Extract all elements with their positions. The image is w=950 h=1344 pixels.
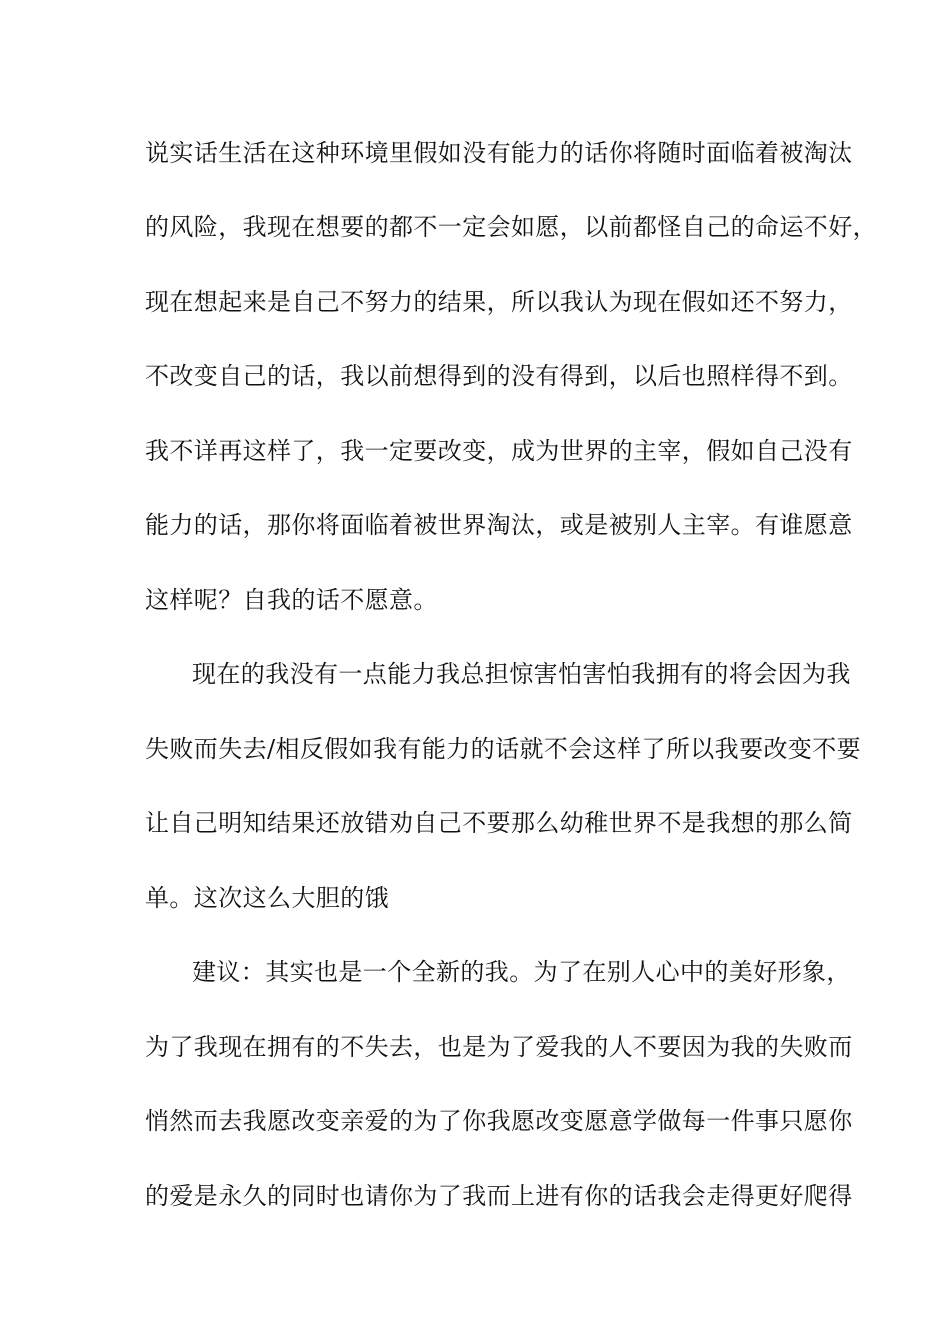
text-line: 不改变自己的话，我以前想得到的没有得到，以后也照样得不到。 (145, 362, 853, 390)
text-line: 单。这次这么大胆的饿 (145, 884, 389, 912)
text-line: 现在想起来是自己不努力的结果，所以我认为现在假如还不努力， (145, 288, 853, 316)
text-line: 的风险，我现在想要的都不一定会如愿，以前都怪自己的命运不好， (145, 213, 877, 241)
text-line: 这样呢？自我的话不愿意。 (145, 586, 438, 614)
paragraph-start-line: 建议：其实也是一个全新的我。为了在别人心中的美好形象， (192, 958, 851, 986)
text-line: 的爱是永久的同时也请你为了我而上进有你的话我会走得更好爬得 (145, 1182, 853, 1210)
text-line: 悄然而去我愿改变亲爱的为了你我愿改变愿意学做每一件事只愿你 (145, 1107, 853, 1135)
text-line: 能力的话，那你将面临着被世界淘汰，或是被别人主宰。有谁愿意 (145, 511, 853, 539)
text-line: 我不详再这样了，我一定要改变，成为世界的主宰，假如自己没有 (145, 437, 853, 465)
text-line: 为了我现在拥有的不失去，也是为了爱我的人不要因为我的失败而 (145, 1033, 853, 1061)
text-line: 说实话生活在这种环境里假如没有能力的话你将随时面临着被淘汰 (145, 139, 853, 167)
text-line: 让自己明知结果还放错劝自己不要那么幼稚世界不是我想的那么简 (145, 809, 853, 837)
paragraph-start-line: 现在的我没有一点能力我总担惊害怕害怕我拥有的将会因为我 (192, 660, 851, 688)
text-line: 失败而失去/相反假如我有能力的话就不会这样了所以我要改变不要 (145, 735, 862, 763)
